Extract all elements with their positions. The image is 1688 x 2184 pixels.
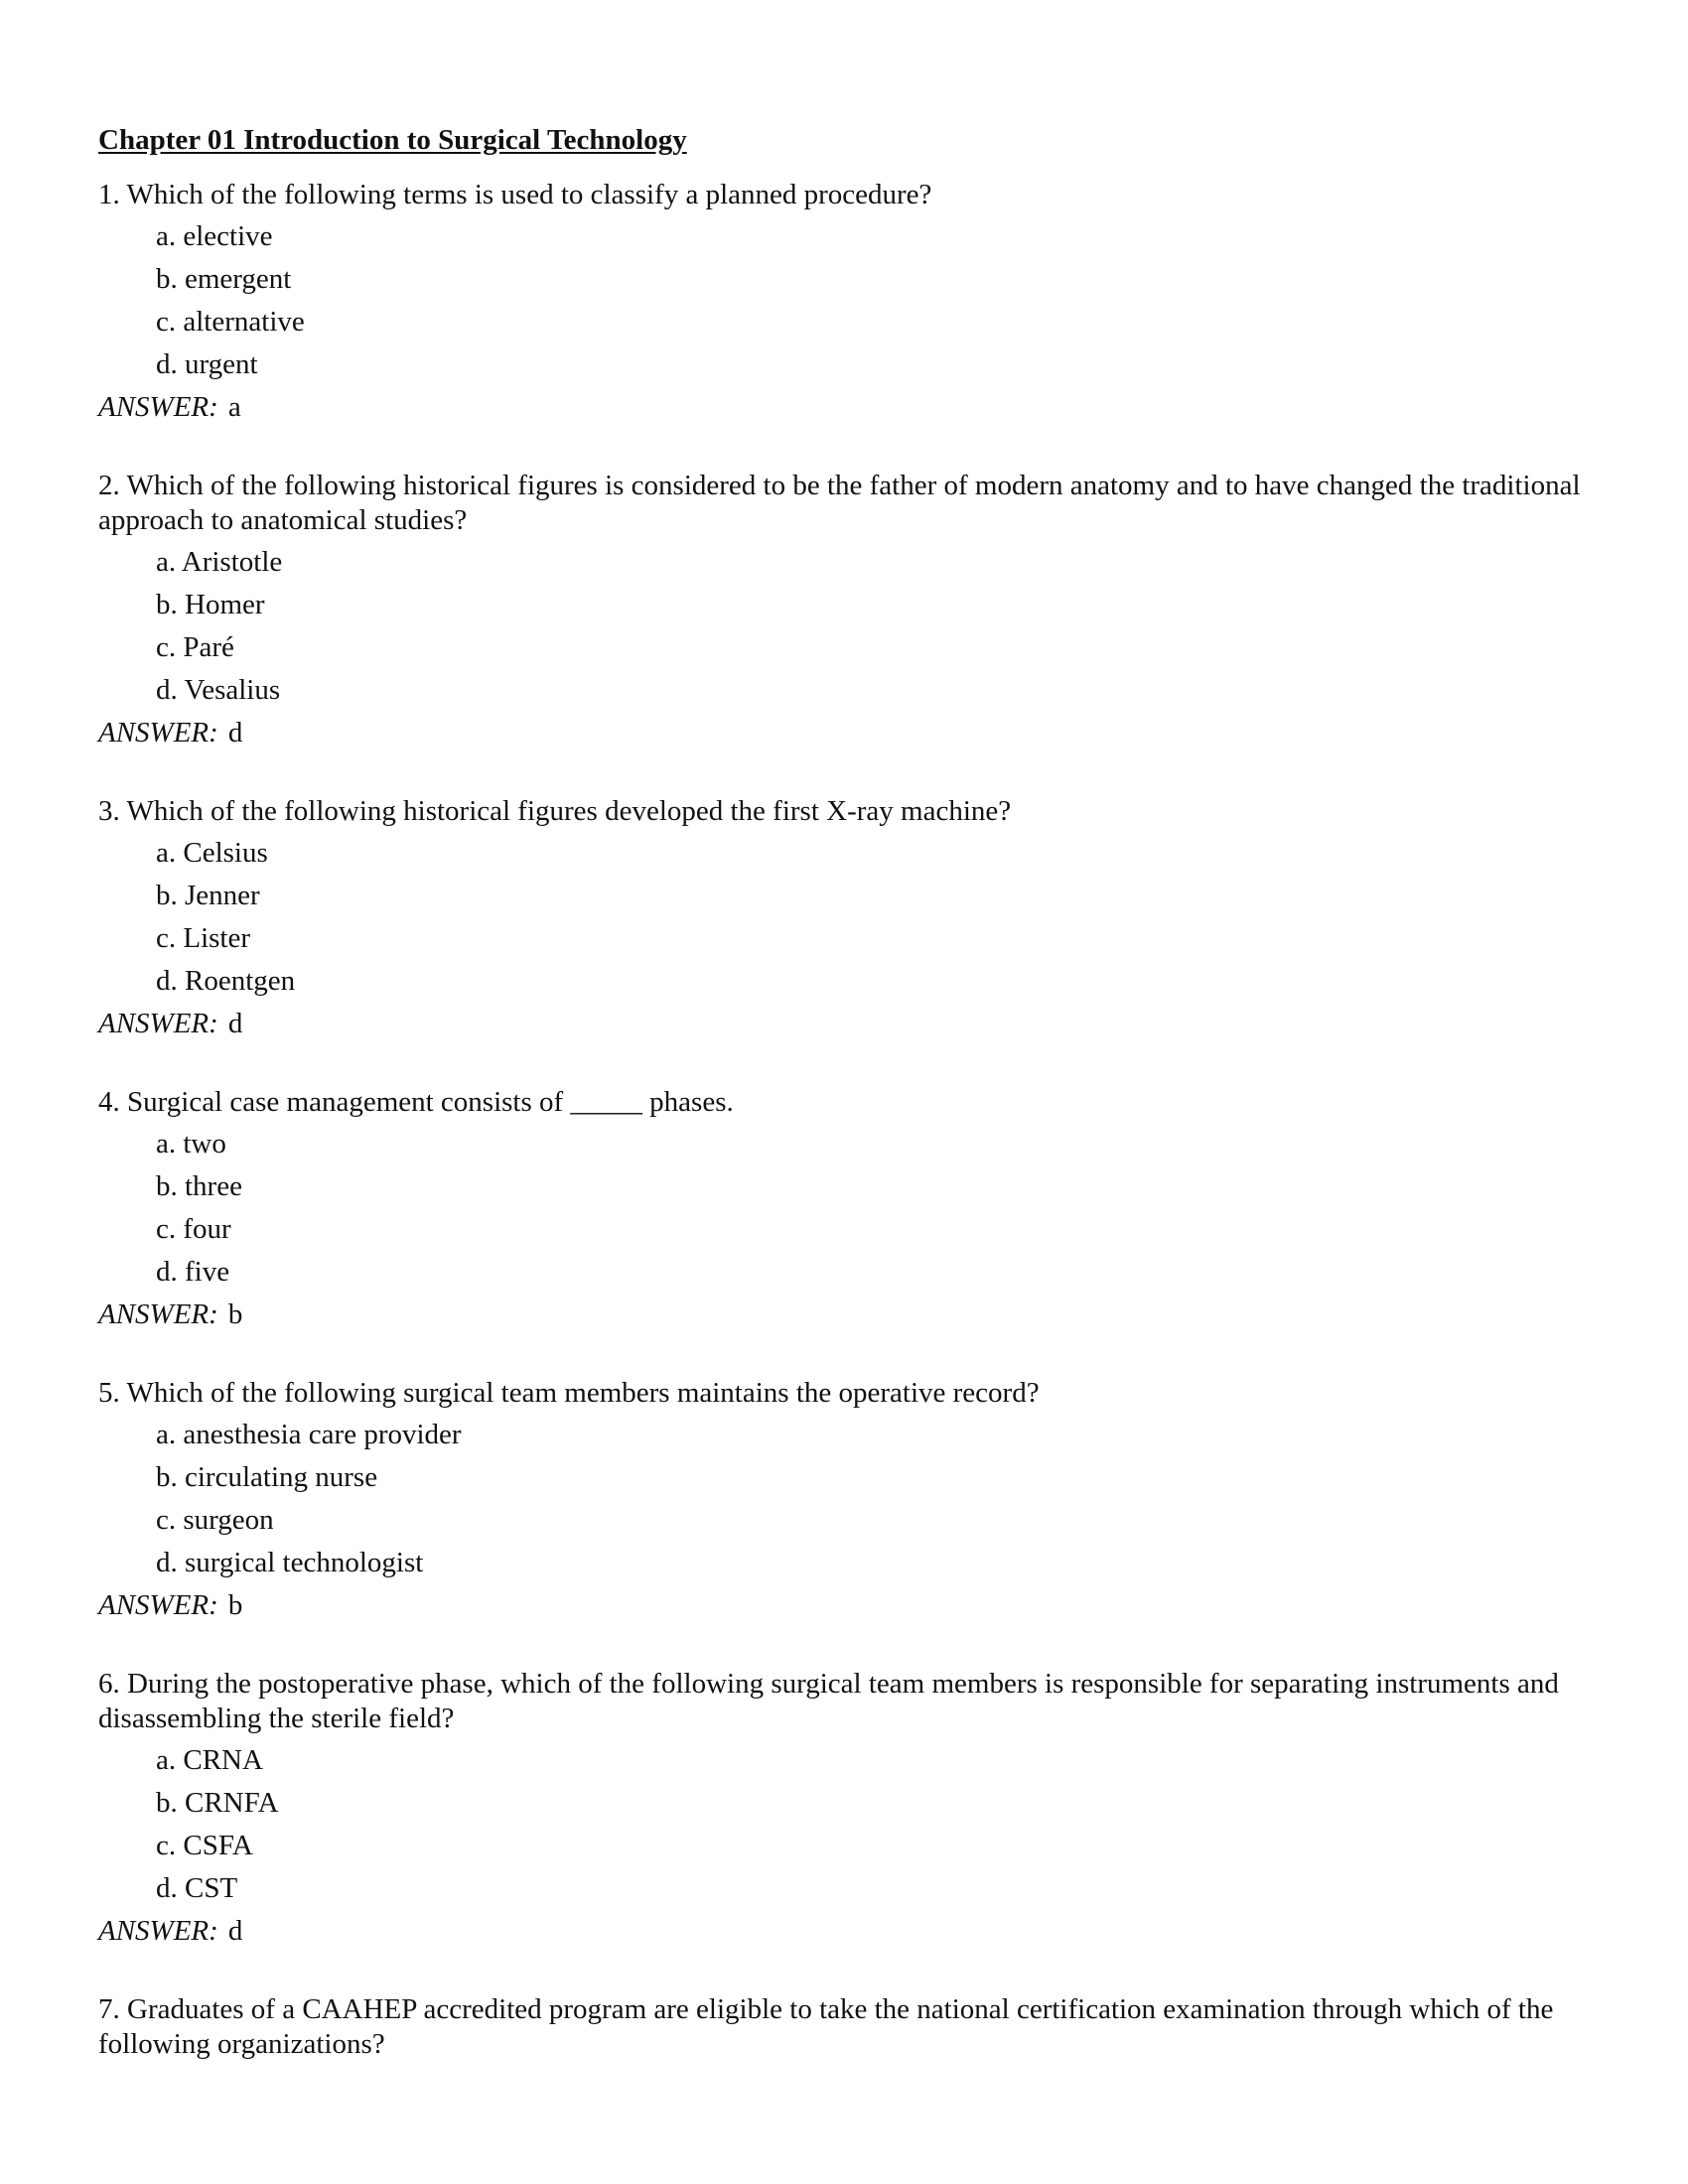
option-a: a. CRNA bbox=[156, 1744, 263, 1776]
option-a: a. Aristotle bbox=[156, 546, 283, 578]
answer-line bbox=[98, 712, 1608, 754]
option-d: d. five bbox=[156, 1256, 230, 1288]
option-b: b. three bbox=[156, 1170, 242, 1202]
option-list bbox=[98, 1123, 1608, 1294]
option-c: c. CSFA bbox=[156, 1830, 253, 1861]
option-a: a. Celsius bbox=[156, 837, 268, 869]
option-list bbox=[98, 1414, 1608, 1584]
question-1 bbox=[98, 178, 1608, 429]
answer-value: b bbox=[227, 1298, 243, 1330]
option-d: d. Roentgen bbox=[156, 965, 296, 997]
answer-value: d bbox=[227, 717, 243, 749]
answer-line bbox=[98, 1910, 1608, 1953]
answer-label: ANSWER: bbox=[98, 1589, 218, 1621]
option-b: b. emergent bbox=[156, 263, 292, 295]
answer-line bbox=[98, 1003, 1608, 1045]
question-text: 1. Which of the following terms is used to classify a planned procedure? bbox=[98, 179, 932, 210]
answer-label: ANSWER: bbox=[98, 717, 218, 749]
question-3 bbox=[98, 794, 1608, 1045]
option-c: c. Lister bbox=[156, 922, 251, 954]
chapter-title: Chapter 01 Introduction to Surgical Technology bbox=[98, 124, 687, 156]
option-b: b. CRNFA bbox=[156, 1787, 279, 1819]
option-c: c. alternative bbox=[156, 306, 305, 338]
question-text: 2. Which of the following historical figures is considered to be the father of modern anatomy and to have changed the traditional approach to anatomical studies? bbox=[98, 470, 1581, 536]
document-page bbox=[98, 123, 1608, 2102]
question-text: 4. Surgical case management consists of _____ phases. bbox=[98, 1086, 734, 1118]
answer-value: b bbox=[227, 1589, 243, 1621]
question-6 bbox=[98, 1667, 1608, 1953]
option-list bbox=[98, 832, 1608, 1003]
option-a: a. elective bbox=[156, 220, 273, 252]
question-text: 7. Graduates of a CAAHEP accredited program are eligible to take the national certification examination through which of the following organizations? bbox=[98, 1993, 1554, 2060]
option-list bbox=[98, 541, 1608, 712]
option-b: b. Homer bbox=[156, 589, 265, 620]
option-a: a. two bbox=[156, 1128, 226, 1160]
option-c: c. surgeon bbox=[156, 1504, 274, 1536]
question-text: 5. Which of the following surgical team members maintains the operative record? bbox=[98, 1377, 1040, 1409]
question-text: 3. Which of the following historical figures developed the first X-ray machine? bbox=[98, 795, 1012, 827]
answer-label: ANSWER: bbox=[98, 391, 218, 423]
option-b: b. Jenner bbox=[156, 880, 260, 911]
answer-line bbox=[98, 1584, 1608, 1627]
question-5 bbox=[98, 1376, 1608, 1627]
answer-value: d bbox=[227, 1008, 243, 1039]
option-d: d. Vesalius bbox=[156, 674, 281, 706]
question-text: 6. During the postoperative phase, which of the following surgical team members is responsible for separating instruments and disassembling the sterile field? bbox=[98, 1668, 1559, 1734]
question-7 bbox=[98, 1992, 1608, 2062]
answer-value: d bbox=[227, 1915, 243, 1947]
option-b: b. circulating nurse bbox=[156, 1461, 378, 1493]
question-2 bbox=[98, 469, 1608, 754]
option-d: d. urgent bbox=[156, 348, 258, 380]
option-a: a. anesthesia care provider bbox=[156, 1419, 462, 1450]
answer-line bbox=[98, 1294, 1608, 1336]
option-c: c. four bbox=[156, 1213, 231, 1245]
answer-line bbox=[98, 386, 1608, 429]
option-list bbox=[98, 215, 1608, 386]
question-4 bbox=[98, 1085, 1608, 1336]
option-list bbox=[98, 1739, 1608, 1910]
answer-value: a bbox=[227, 391, 241, 423]
option-d: d. CST bbox=[156, 1872, 238, 1904]
answer-label: ANSWER: bbox=[98, 1298, 218, 1330]
option-d: d. surgical technologist bbox=[156, 1547, 424, 1578]
answer-label: ANSWER: bbox=[98, 1008, 218, 1039]
option-c: c. Paré bbox=[156, 631, 234, 663]
answer-label: ANSWER: bbox=[98, 1915, 218, 1947]
